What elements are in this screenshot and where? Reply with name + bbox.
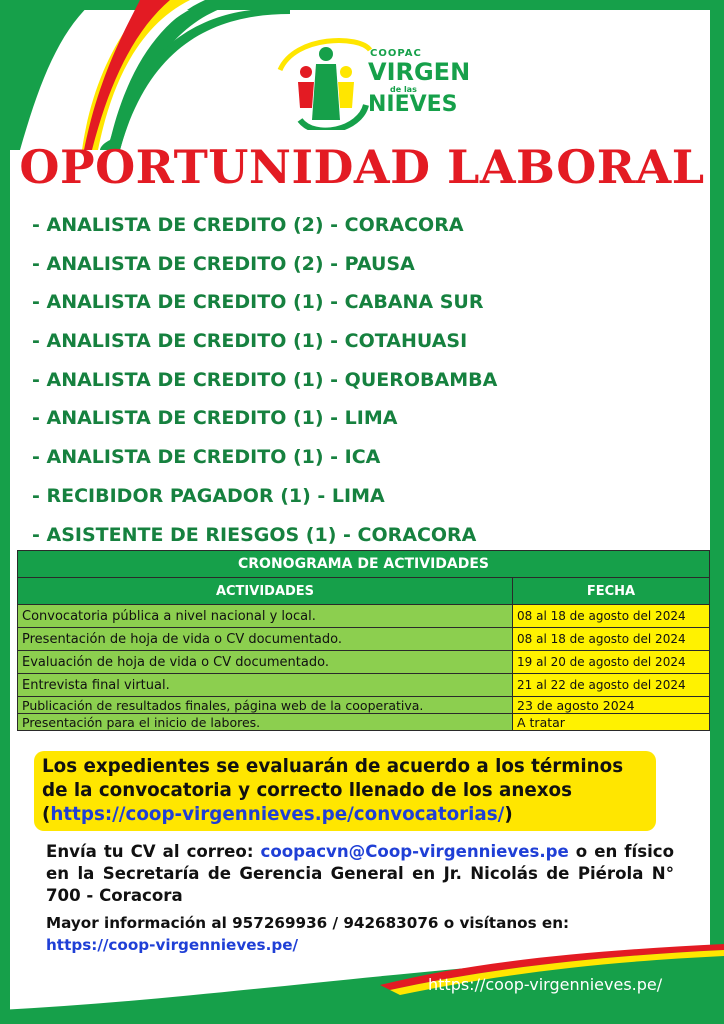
job-item: - ANALISTA DE CREDITO (2) - CORACORA — [32, 214, 464, 236]
job-item: - ASISTENTE DE RIESGOS (1) - CORACORA — [32, 523, 477, 546]
table-row — [18, 674, 710, 697]
send-cv-instructions — [46, 841, 674, 907]
activity-cell: Presentación de hoja de vida o CV documentado. — [18, 628, 513, 651]
table-row — [18, 605, 710, 628]
logo-delas-text: de las — [390, 85, 417, 94]
date-cell: 21 al 22 de agosto del 2024 — [513, 674, 710, 697]
footer-url[interactable]: https://coop-virgennieves.pe/ — [428, 975, 663, 994]
table-row — [18, 697, 710, 714]
schedule-title-row — [18, 551, 710, 578]
date-cell: A tratar — [513, 714, 710, 731]
col-date-header: FECHA — [513, 578, 710, 605]
activity-cell: Convocatoria pública a nivel nacional y local. — [18, 605, 513, 628]
date-cell: 08 al 18 de agosto del 2024 — [513, 605, 710, 628]
evaluation-notice — [34, 751, 656, 831]
more-prefix: Mayor información al 957269936 / 942683076 o visítanos en: — [46, 914, 570, 932]
table-row — [18, 714, 710, 731]
date-cell: 23 de agosto 2024 — [513, 697, 710, 714]
activity-cell: Publicación de resultados finales, página web de la cooperativa. — [18, 697, 513, 714]
job-item: - ANALISTA DE CREDITO (1) - LIMA — [32, 407, 398, 430]
job-item: - ANALISTA DE CREDITO (1) - COTAHUASI — [32, 330, 468, 353]
schedule-title: CRONOGRAMA DE ACTIVIDADES — [18, 551, 710, 578]
activity-cell: Entrevista final virtual. — [18, 674, 513, 697]
convocatorias-link[interactable]: https://coop-virgennieves.pe/convocatorias/ — [50, 804, 505, 825]
date-cell: 08 al 18 de agosto del 2024 — [513, 628, 710, 651]
job-item: - ANALISTA DE CREDITO (1) - ICA — [32, 446, 381, 469]
job-list — [32, 206, 497, 554]
activity-cell: Evaluación de hoja de vida o CV documentado. — [18, 651, 513, 674]
activity-cell: Presentación para el inicio de labores. — [18, 714, 513, 731]
job-item: - ANALISTA DE CREDITO (1) - QUEROBAMBA — [32, 368, 498, 391]
notice-text: Los expedientes se evaluarán de acuerdo a los términos de la convocatoria y correcto llenado de los anexos ( — [42, 756, 624, 825]
website-link[interactable]: https://coop-virgennieves.pe/ — [46, 936, 299, 954]
corner-decoration — [0, 0, 290, 150]
notice-close: ) — [504, 804, 513, 825]
email-link[interactable]: coopacvn@Coop-virgennieves.pe — [260, 842, 569, 861]
table-row — [18, 651, 710, 674]
logo-virgen-text: VIRGEN — [368, 58, 471, 86]
send-suffix: o en físico en la Secretaría de Gerencia General en Jr. Nicolás de Piérola N° 700 - Coracora — [46, 842, 675, 905]
logo-coopac-text: COOPAC — [370, 48, 422, 59]
job-item: - ANALISTA DE CREDITO (1) - CABANA SUR — [32, 291, 484, 314]
job-item: - ANALISTA DE CREDITO (2) - PAUSA — [32, 252, 415, 275]
date-cell: 19 al 20 de agosto del 2024 — [513, 651, 710, 674]
col-activities-header: ACTIVIDADES — [18, 578, 513, 605]
table-row — [18, 628, 710, 651]
send-prefix: Envía tu CV al correo: — [46, 842, 261, 861]
page-title: OPORTUNIDAD LABORAL — [19, 140, 705, 194]
job-item: - RECIBIDOR PAGADOR (1) - LIMA — [32, 484, 385, 507]
schedule-table — [17, 550, 710, 731]
schedule-header-row — [18, 578, 710, 605]
logo-nieves-text: NIEVES — [368, 92, 458, 117]
